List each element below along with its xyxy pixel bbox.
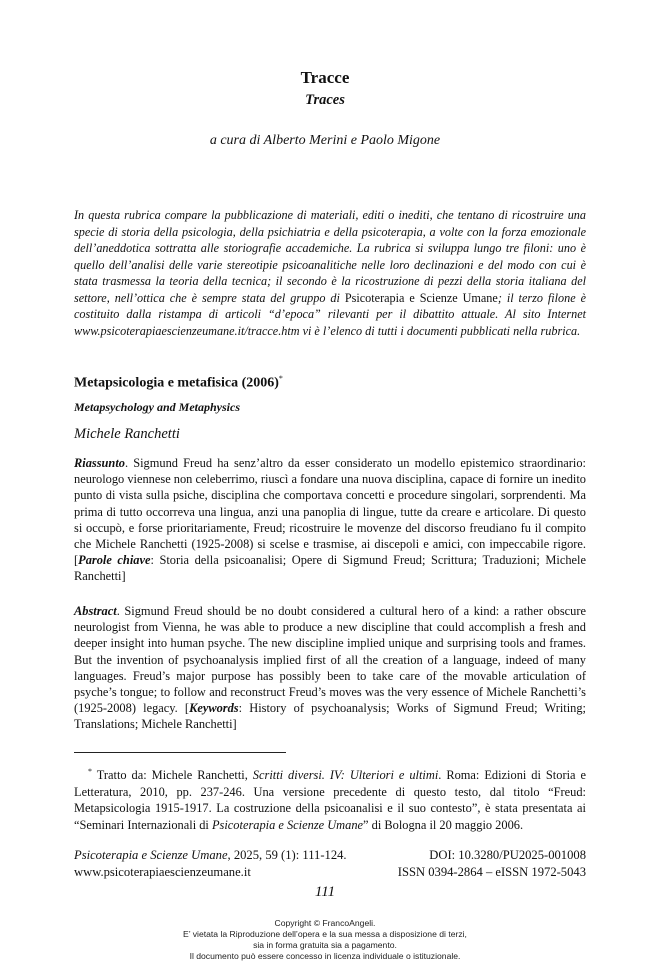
page-number: 111: [314, 884, 336, 900]
footnote: [74, 764, 586, 833]
copyright-line-1: Copyright © FrancoAngeli.: [274, 918, 376, 928]
article-author: Michele Ranchetti: [74, 426, 180, 442]
footnote-journal-name: Psicoterapia e Scienze Umane: [211, 817, 364, 832]
copyright-line-2: E’ vietata la Riproduzione dell’opera e la sua messa a disposizione di terzi,: [183, 929, 467, 939]
article-title: [74, 374, 283, 392]
footnote-text-2: . Roma: Edizioni di Storia e Letteratura, 2010, pp. 237-246. Una versione precedente di questo testo, dal titolo “Freud: Metapsicologia 1915-1917. La costruzione della psicoanalisi e il suo contesto”, è stata presentata ai “Seminari Internazionali di: [74, 768, 586, 832]
intro-text-2: ; il terzo filone è costituito dalla ristampa di articoli “d’epoca” rilevanti per il dibattito attuale. Al sito Internet www.psicoterapiaescienzeumane.it/tracce.htm vi è l’elenco di tutti i documenti pubblicati nella rubrica.: [74, 290, 587, 338]
abstract-label: Abstract: [74, 604, 117, 618]
intro-text-1: In questa rubrica compare la pubblicazione di materiali, editi o inediti, che tentano di ricostruire una specie di storia della psicologia, della psichiatria e della psicoterapia, a volte con la forza emozionale dell’aneddotica sottratta alle storiografie accademiche. La rubrica si sviluppa lungo tre filoni: uno è quello dell’analisi delle varie stereotipie psicoanalitiche nelle loro declinazioni e del modo con cui è stata trasmessa la teoria della tecnica; il secondo è la ricostruzione di pezzi della storia italiana del settore, nell’ottica che è sempre stata del gruppo di: [74, 208, 586, 305]
section-editors: a cura di Alberto Merini e Paolo Migone: [209, 133, 441, 148]
journal-name: Psicoterapia e Scienze Umane: [74, 848, 228, 862]
parole-chiave-label: Parole chiave: [78, 553, 151, 568]
section-introduction: [74, 207, 586, 339]
article-title-text: Metapsicologia e metafisica (2006): [74, 375, 279, 391]
journal-website: www.psicoterapiaescienzeumane.it: [74, 865, 251, 879]
abstract-text: . Sigmund Freud should be no doubt considered a cultural hero of a kind: a rather obscure neurologist from Vienna, he was able to produce a new discipline that could accomplish a fresh and deeper insight into human psyche. The new discipline implied unique and surprising tools and frames. But the invention of psychoanalysis implied first of all the creation of a language, indeed of many languages. Freud’s major purpose has possibly been to take care of the movable articulation of psyche’s tongue; to follow and reconstruct Freud’s moves was the very essence of Michele Ranchetti’s (1925-2008) legacy. [: [74, 604, 586, 716]
journal-citation: [74, 848, 347, 863]
section-title: Tracce: [300, 68, 350, 87]
intro-journal-name: Psicoterapia e Scienze Umane: [344, 290, 498, 305]
riassunto-paragraph: [74, 455, 586, 585]
riassunto-text: . Sigmund Freud ha senz’altro da esser considerato un modello epistemico straordinario: neurologo viennese non celeberrimo, riuscì a fondare una nuova disciplina, capace di fornire un inedito punto di vista sulla psiche, disciplina che comportava concetti e procedure singolari, sorprendenti. Ma prima di tutto occorreva una lingua, anzi una panoplia di lingue, tutte da creare e articolare. Di questo si occupò, e forse prioritariamente, Freud; ricostruire le movenze del discorso freudiano fu il compito che Michele Ranchetti (1925-2008) si scelse e trasmise, ai discepoli e amici, con impeccabile rigore. [: [74, 456, 586, 568]
parole-chiave-text: : Storia della psicoanalisi; Opere di Sigmund Freud; Scrittura; Traduzioni; Michele Ranchetti]: [74, 553, 586, 584]
journal-doi: DOI: 10.3280/PU2025-001008: [429, 848, 586, 862]
footnote-book-title: Scritti diversi. IV: Ulteriori e ultimi: [252, 768, 439, 783]
footnote-text-3: ” di Bologna il 20 maggio 2006.: [363, 817, 524, 832]
journal-issn: ISSN 0394-2864 – eISSN 1972-5043: [397, 865, 586, 879]
riassunto-label: Riassunto: [74, 456, 125, 470]
footnote-text-1: Tratto da: Michele Ranchetti,: [92, 768, 253, 783]
article-subtitle: Metapsychology and Metaphysics: [74, 400, 240, 414]
abstract-paragraph: [74, 603, 586, 733]
footnote-mark: *: [88, 767, 92, 776]
journal-issue: , 2025, 59 (1): 111-124.: [227, 848, 347, 862]
copyright-line-3: sia in forma gratuita sia a pagamento.: [253, 940, 397, 950]
copyright-notice: [0, 918, 650, 962]
footnote-divider: [74, 752, 286, 753]
footnote-marker: *: [278, 374, 283, 383]
section-subtitle: Traces: [305, 92, 345, 108]
copyright-line-4: Il documento può essere concesso in licenza individuale o istituzionale.: [189, 951, 461, 961]
keywords-text: : History of psychoanalysis; Works of Sigmund Freud; Writing; Translations; Michele Ranchetti]: [74, 701, 586, 732]
keywords-label: Keywords: [189, 701, 239, 716]
